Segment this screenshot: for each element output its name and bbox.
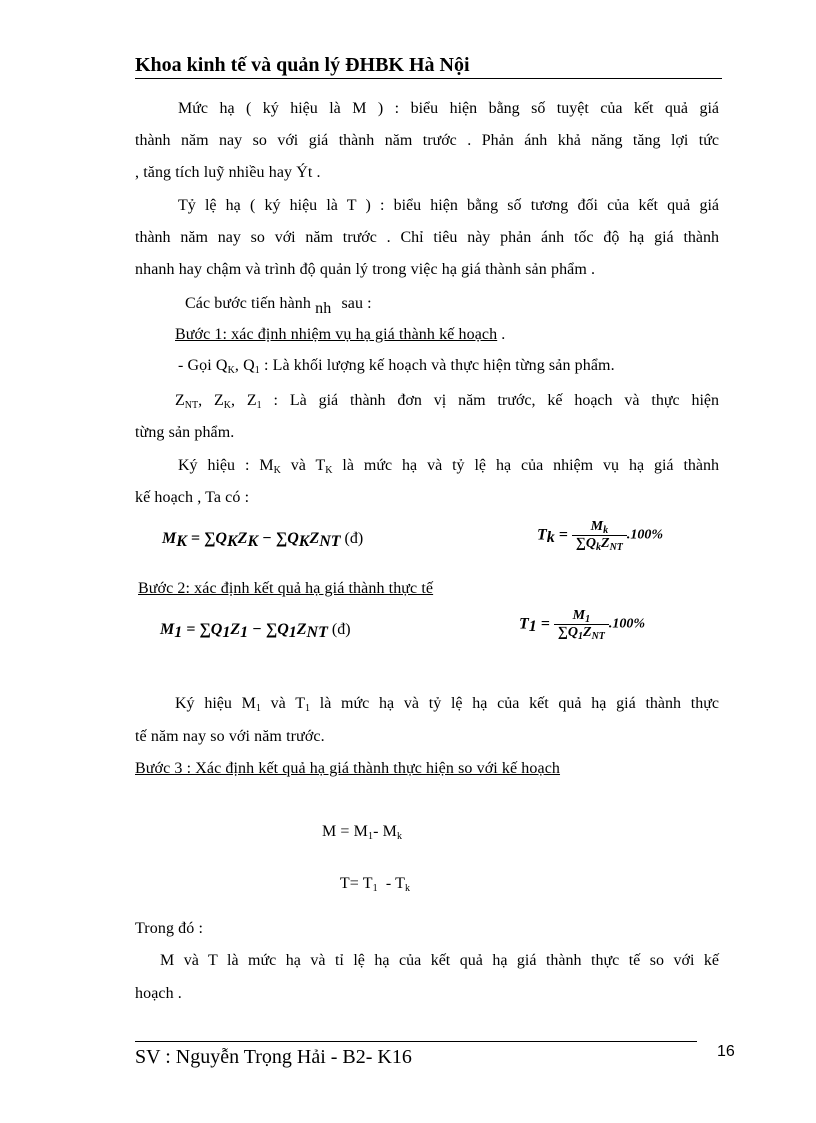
f-m1-b: Z	[230, 621, 241, 638]
sym-m1-sub2: 1	[304, 703, 310, 714]
step-2-heading: Bước 2: xác định kết quả hạ giá thành thực tế	[138, 580, 434, 597]
f-t1: T	[519, 615, 529, 633]
f-mk-sub: K	[176, 533, 187, 550]
formula-m1	[160, 621, 351, 639]
f-m1-d: Z	[296, 621, 307, 638]
formula-m-diff	[322, 823, 402, 841]
paragraph-muc-ha-line2: thành năm nay so với giá thành năm trước . Phản ánh khả năng tăng lợi tức	[135, 132, 719, 149]
f-tk-pct: .100%	[626, 527, 664, 543]
f-t1-fraction	[554, 608, 609, 641]
f-t1-den-b: Z	[583, 625, 592, 640]
paragraph-ty-le-ha-line3: nhanh hay chậm và trình độ quản lý trong việc hạ giá thành sản phẩm .	[135, 261, 596, 278]
paragraph-muc-ha-line1: Mức hạ ( ký hiệu là M ) : biểu hiện bằng số tuyệt của kết quả giá	[178, 100, 719, 117]
step-3-heading: Bước 3 : Xác định kết quả hạ giá thành thực hiện so với kế hoạch	[135, 760, 561, 777]
paragraph-ty-le-ha-line1: Tỷ lệ hạ ( ký hiệu là T ) : biểu hiện bằng số tương đối của kết quả giá	[178, 197, 719, 214]
sym-mk-b: và T	[280, 457, 326, 474]
f-mk-c: − ∑Q	[258, 530, 299, 547]
steps-intro-nh: nh	[315, 300, 332, 317]
sym-m1-sub1: 1	[255, 703, 261, 714]
f-mdiff-b: - M	[373, 823, 397, 840]
f-mdiff-s1: 1	[367, 831, 374, 842]
f-mdiff-a: M = M	[322, 823, 368, 840]
def-z-a: Z	[175, 392, 185, 409]
def-z-sub2: K	[223, 400, 232, 411]
f-m1-c: − ∑Q	[248, 621, 289, 638]
definition-q	[178, 357, 615, 375]
formula-tk	[537, 519, 663, 552]
def-z-sub3: 1	[256, 400, 262, 411]
definition-z-line1	[175, 392, 719, 410]
f-mk-rhs: = ∑Q	[186, 530, 227, 547]
f-t1-num: M	[572, 608, 586, 623]
f-tk-den-s2: NT	[609, 542, 623, 553]
f-tk-den: ∑Q	[575, 536, 596, 551]
page-number: 16	[717, 1043, 735, 1060]
f-tdiff-b: - T	[377, 875, 406, 892]
f-tdiff-a: T= T	[339, 875, 373, 892]
f-mk: M	[162, 530, 177, 547]
formula-t-diff	[332, 857, 410, 893]
f-m1-rhs: = ∑Q	[182, 621, 223, 638]
f-t1-denominator	[554, 625, 609, 641]
def-q-b: , Q	[234, 357, 255, 374]
f-tk-numerator	[572, 519, 627, 536]
sym-m1-c: là mức hạ và tỷ lệ hạ của kết quả hạ giá thành thực	[309, 695, 720, 712]
footer-rule	[135, 1041, 697, 1042]
page-header-title: Khoa kinh tế và quản lý ĐHBK Hà Nội	[135, 54, 470, 76]
f-mk-d: Z	[309, 530, 320, 547]
symbol-mk-line2: kế hoạch , Ta có :	[135, 489, 250, 506]
f-tk-denominator	[572, 536, 627, 552]
sym-m1-b: và T	[260, 695, 305, 712]
f-mk-unit: (đ)	[340, 530, 364, 547]
symbol-m1-line1	[175, 695, 719, 713]
f-mk-s2: K	[247, 533, 259, 550]
f-tdiff-s1: 1	[372, 883, 378, 894]
f-t1-sub: 1	[528, 618, 537, 636]
f-t1-den: ∑Q	[557, 625, 578, 640]
def-q-sub1: K	[227, 365, 235, 376]
step-1-heading	[175, 326, 505, 344]
steps-intro-b: sau :	[341, 295, 372, 312]
f-mk-b: Z	[237, 530, 248, 547]
f-m1-unit: (đ)	[327, 621, 351, 638]
f-m1-s4: NT	[306, 624, 328, 641]
f-mk-s4: NT	[319, 533, 341, 550]
def-q-sub2: 1	[254, 365, 260, 376]
f-m1-s1: 1	[222, 624, 231, 641]
steps-intro	[185, 295, 372, 317]
f-tk-eq: =	[554, 526, 572, 544]
f-mk-s3: K	[298, 533, 310, 550]
f-tk-num: M	[590, 519, 604, 534]
def-z-b: , Z	[198, 392, 224, 409]
f-m1-sub: 1	[174, 624, 183, 641]
symbol-m1-line2: tế năm nay so với năm trước.	[135, 728, 325, 745]
f-mk-s1: K	[226, 533, 238, 550]
footer-student: SV : Nguyễn Trọng Hải - B2- K16	[135, 1046, 412, 1068]
f-tk-den-b: Z	[601, 536, 610, 551]
f-tk-den-s1: k	[596, 542, 601, 553]
def-q-c: : Là khối lượng kế hoạch và thực hiện từng sản phẩm.	[259, 357, 615, 374]
f-t1-numerator	[554, 608, 609, 625]
f-tk-sub: k	[546, 529, 555, 547]
symbol-mk-line1	[178, 457, 719, 475]
f-tk-fraction	[572, 519, 627, 552]
final-paragraph-line1: M và T là mức hạ và tỉ lệ hạ của kết quả hạ giá thành thực tế so với kế	[160, 952, 719, 969]
step-1-end: .	[497, 326, 506, 343]
sym-mk-a: Ký hiệu : M	[178, 457, 274, 474]
f-tk: T	[537, 526, 547, 544]
f-mdiff-s2: k	[396, 831, 403, 842]
f-tdiff-s2: k	[405, 883, 411, 894]
f-t1-pct: .100%	[608, 616, 646, 632]
header-rule	[135, 78, 722, 79]
definition-z-line2: từng sản phẩm.	[135, 424, 235, 441]
f-t1-eq: =	[536, 615, 554, 633]
sym-m1-a: Ký hiệu M	[175, 695, 256, 712]
trong-do-label: Trong đó :	[135, 920, 203, 937]
steps-intro-a: Các bước tiến hành	[185, 295, 312, 312]
f-m1-s2: 1	[240, 624, 249, 641]
formula-t1	[519, 608, 645, 641]
step-1-text: Bước 1: xác định nhiệm vụ hạ giá thành kế hoạch	[175, 326, 498, 343]
def-q-a: - Gọi Q	[178, 357, 228, 374]
def-z-c: , Z	[231, 392, 257, 409]
paragraph-muc-ha-line3: , tăng tích luỹ nhiều hay Ýt .	[135, 164, 321, 181]
f-t1-den-s2: NT	[591, 631, 605, 642]
def-z-sub1: NT	[184, 400, 199, 411]
def-z-d: : Là giá thành đơn vị năm trước, kế hoạch và thực hiện	[261, 392, 720, 409]
sym-mk-sub2: K	[325, 465, 333, 476]
f-t1-den-s1: 1	[578, 631, 583, 642]
formula-mk	[162, 530, 363, 548]
final-paragraph-line2: hoạch .	[135, 985, 182, 1002]
sym-mk-sub1: K	[273, 465, 281, 476]
paragraph-ty-le-ha-line2: thành năm nay so với năm trước . Chỉ tiêu này phản ánh tốc độ hạ giá thành	[135, 229, 719, 246]
f-tk-num-sub: k	[603, 525, 609, 536]
f-m1: M	[160, 621, 175, 638]
sym-mk-c: là mức hạ và tỷ lệ hạ của nhiệm vụ hạ giá thành	[332, 457, 720, 474]
f-t1-num-sub: 1	[585, 614, 591, 625]
f-m1-s3: 1	[288, 624, 297, 641]
